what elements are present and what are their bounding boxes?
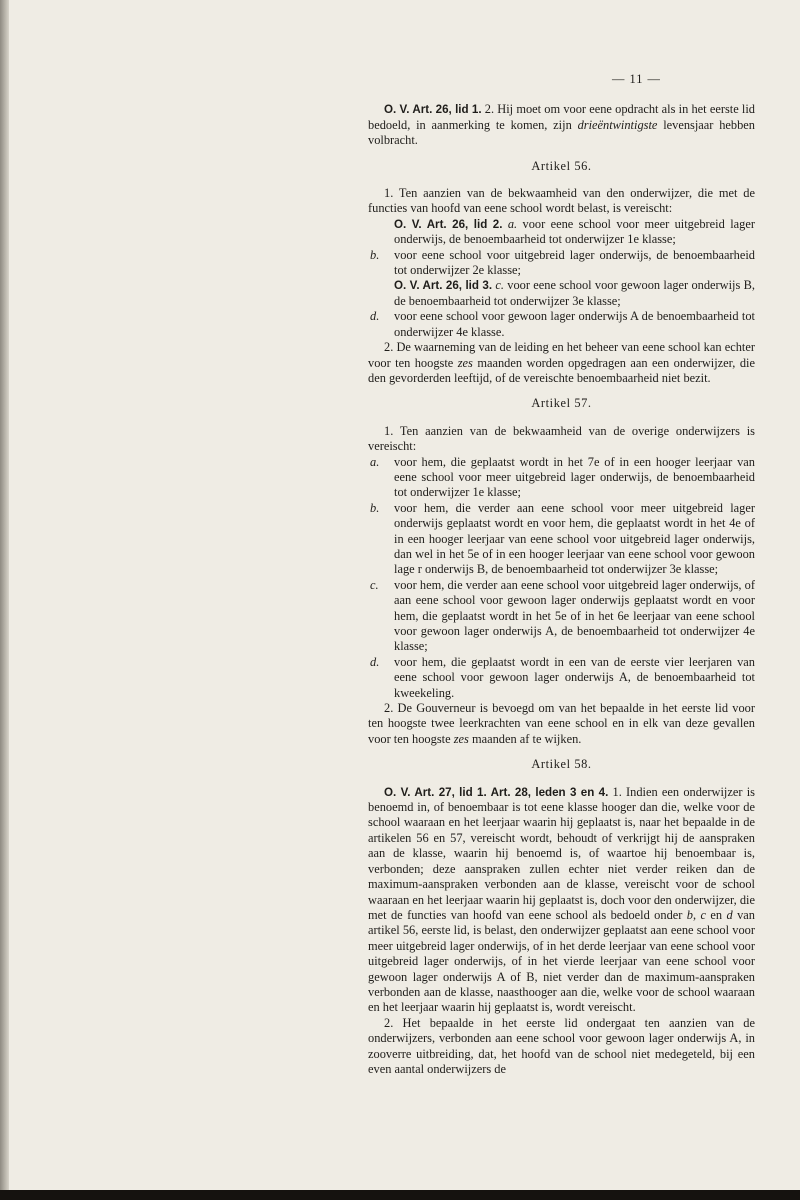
emphasis: zes	[457, 355, 473, 370]
list-marker: b.	[370, 247, 380, 262]
emphasis: drieëntwintigste	[577, 117, 658, 132]
article-58-paragraph-2: 2. Het bepaalde in het eerste lid ondergaat ten aanzien van de onderwijzers, verbonden aan eene school voor gewoon lager onderwijs A, in zooverre uitbreiding, dat, het hoofd van de school niet medegeteld, bij een even aantal onderwijzers de	[368, 1015, 755, 1076]
legal-reference: O. V. Art. 26, lid 3.	[394, 279, 493, 293]
list-marker: a.	[507, 216, 518, 231]
list-marker: d.	[370, 309, 380, 324]
article-58-heading: Artikel 58.	[531, 757, 592, 772]
emphasis: zes	[453, 731, 469, 746]
list-item: O. V. Art. 26, lid 2. a. voor eene school voor meer uitgebreid lager onderwijs, de benoembaarheid tot onderwijzer 1e klasse;	[394, 216, 755, 247]
legal-reference: O. V. Art. 26, lid 1.	[384, 103, 482, 117]
list-item: O. V. Art. 26, lid 3. c. voor eene school voor gewoon lager onderwijs B, de benoembaarheid tot onderwijzer 3e klasse;	[394, 278, 755, 308]
list-item: a. voor hem, die geplaatst wordt in het 7e of in een hooger leerjaar van eene school voor meer uitgebreid lager onderwijs, de benoembaarheid tot onderwijzer 1e klasse;	[370, 454, 755, 500]
list-marker: c.	[370, 577, 379, 592]
article-56-intro: 1. Ten aanzien van de bekwaamheid van den onderwijzer, die met de functies van hoofd van eene school wordt belast, is vereischt:	[368, 186, 755, 216]
article-58-paragraph-1: O. V. Art. 27, lid 1. Art. 28, leden 3 en 4. 1. Indien een onderwijzer is benoemd in, of benoembaar is tot eene klasse hooger dan die, welke voor de school waaraan en het leerjaar waarin hij geplaatst is, naar het bepaalde in de artikelen 56 en 57, vereischt wordt, behoudt of verkrijgt hij de aanspraken aan de klasse, waarin hij benoemd is, of waartoe hij benoembaar is, verbonden; deze aanspraken zullen echter niet verder reiken dan de maximum-aanspraken verbonden aan de klasse, vereischt voor de school waaraan en het leerjaar waarin hij geplaatst is, doch voor den onderwijzer, die met de functies van hoofd van eene school als bedoeld onder b, c en d van artikel 56, eerste lid, is belast, den onderwijzer geplaatst aan eene school voor meer uitgebreid lager onderwijs, of in het derde leerjaar van eene school voor uitgebreid lager onderwijs, of in het vierde leerjaar van eene school voor gewoon lager onderwijs A of B, niet verder dan de maximum-aanspraken verbonden aan de klasse, naasthooger aan die, welke voor de school waaraan en het leerjaar waarin hij geplaatst is, wordt vereischt.	[368, 784, 755, 1015]
list-marker: d.	[370, 654, 380, 669]
page-left-edge-shadow	[0, 0, 9, 1200]
article-57-intro: 1. Ten aanzien van de bekwaamheid van de overige onderwijzers is vereischt:	[368, 423, 755, 454]
article-57-heading: Artikel 57.	[531, 396, 592, 411]
article-57-paragraph-2: 2. De Gouverneur is bevoegd om van het bepaalde in het eerste lid voor ten hoogste twee leerkrachten van eene school en in elk van deze gevallen voor ten hoogste zes maanden af te wijken.	[368, 701, 755, 746]
article-56-heading: Artikel 56.	[531, 158, 592, 173]
list-item: c. voor hem, die verder aan eene school voor uitgebreid lager onderwijs, of aan eene school voor gewoon lager onderwijs geplaatst wordt en voor hem, die geplaatst wordt in het 5e of in het 6e leerjaar van eene school voor gewoon lager onderwijs A, de benoembaarheid tot onderwijzer 4e klasse;	[370, 577, 755, 654]
list-item: d. voor eene school voor gewoon lager onderwijs A de benoembaarheid tot onderwijzer 4e klasse.	[370, 309, 755, 339]
list-marker: b.	[370, 500, 380, 515]
list-item: d. voor hem, die geplaatst wordt in een van de eerste vier leerjaren van eene school voor gewoon lager onderwijs A, de benoembaarheid tot kweekeling.	[370, 654, 755, 700]
list-marker: a.	[370, 454, 380, 469]
article-56-paragraph-2: 2. De waarneming van de leiding en het beheer van eene school kan echter voor ten hoogste zes maanden worden opgedragen aan een onderwijzer, die den gevorderden leeftijd, of de vereischte benoembaarheid niet bezit.	[368, 340, 755, 385]
text-column	[368, 72, 755, 1077]
legal-reference: O. V. Art. 27, lid 1. Art. 28, leden 3 en 4.	[384, 785, 609, 799]
list-item: b. voor eene school voor uitgebreid lager onderwijs, de benoembaarheid tot onderwijzer 2e klasse;	[370, 247, 755, 278]
list-marker: c.	[495, 278, 504, 293]
scan-bottom-border	[0, 1190, 800, 1200]
legal-reference: O. V. Art. 26, lid 2.	[394, 217, 503, 231]
page-number: — 11 —	[612, 72, 661, 86]
article-55-paragraph-2: O. V. Art. 26, lid 1. 2. Hij moet om voor eene opdracht als in het eerste lid bedoeld, in aanmerking te komen, zijn drieëntwintigste levensjaar hebben volbracht.	[368, 102, 755, 148]
list-item: b. voor hem, die verder aan eene school voor meer uitgebreid lager onderwijs geplaatst wordt en voor hem, die geplaatst wordt in het 4e of in een hooger leerjaar van eene school voor uitgebreid lager onderwijs, dan wel in het 5e of in een hooger leerjaar van eene school voor gewoon lage r onderwijs B, de benoembaarheid tot onderwijzer 3e klasse;	[370, 500, 755, 577]
